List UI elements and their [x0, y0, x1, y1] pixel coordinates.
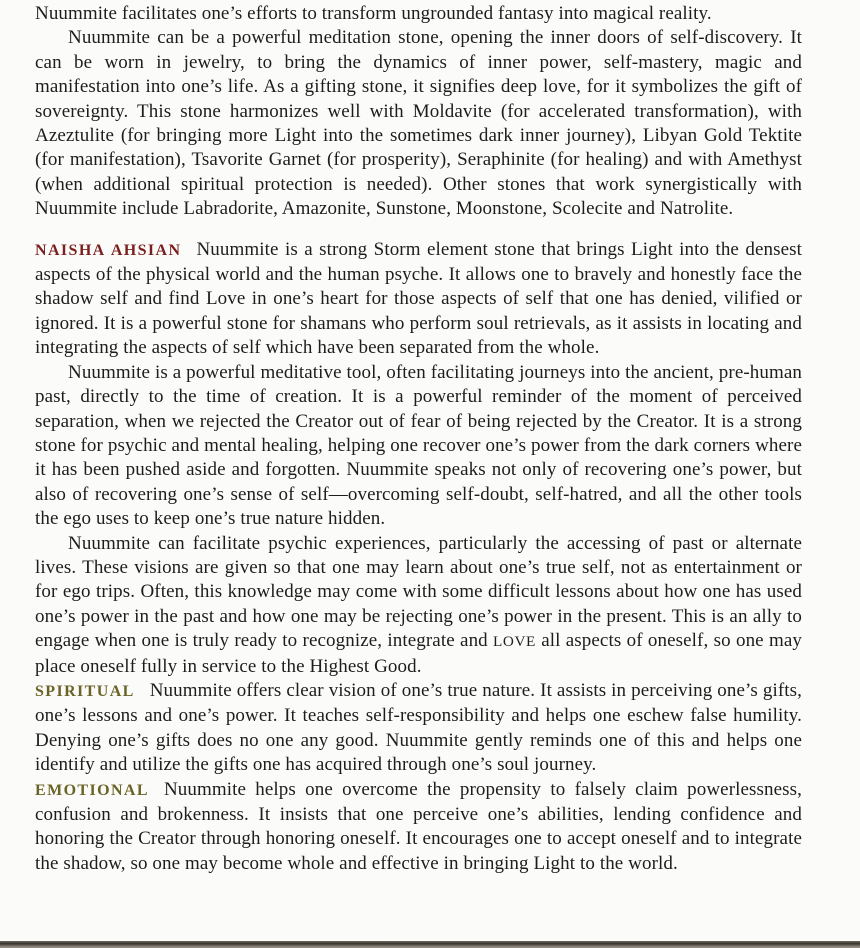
- paragraph-psychic-experiences: [35, 532, 802, 679]
- psychic-text-after-love: all aspects of oneself, so one may place oneself fully in service to the Highest Good.: [35, 630, 802, 677]
- spiritual-heading: SPIRITUAL: [35, 682, 135, 700]
- naisha-ahsian-heading: NAISHA AHSIAN: [35, 241, 182, 259]
- emotional-heading: EMOTIONAL: [35, 781, 149, 799]
- paragraph-intro: Nuummite facilitates one’s efforts to transform ungrounded fantasy into magical reality.: [35, 3, 712, 24]
- section-emotional: [35, 778, 802, 877]
- naisha-storm-text: Nuummite is a strong Storm element stone that brings Light into the densest aspects of the physical world and the human psyche. It allows one to bravely and honestly face the shadow self and find Love in one’s heart for those aspects of self that one has denied, vilified or ignored. It is a powerful stone for shamans who perform soul retrievals, as it assists in locating and integrating the aspects of self which have been separated from the whole.: [35, 238, 802, 359]
- section-spiritual: [35, 679, 802, 778]
- paragraph-meditation-stone: Nuummite can be a powerful meditation stone, opening the inner doors of self-discovery. It can be worn in jewelry, to bring the dynamics of inner power, self-mastery, magic and manifestation into one’s life. As a gifting stone, it signifies deep love, for it symbolizes the gift of sovereignty. This stone harmonizes well with Moldavite (for accelerated transformation), with Azeztulite (for bringing more Light into the sometimes dark inner journey), Libyan Gold Tektite (for manifestation), Tsavorite Garnet (for prosperity), Seraphinite (for healing) and with Amethyst (when additional spiritual protection is needed). Other stones that work synergistically with Nuummite include Labradorite, Amazonite, Sunstone, Moonstone, Scolecite and Natrolite.: [35, 27, 802, 220]
- photo-top-edge: [0, 941, 860, 948]
- paragraph-meditative-tool: Nuummite is a powerful meditative tool, often facilitating journeys into the ancient, pre-human past, directly to the time of creation. It is a powerful reminder of the moment of perceived separation, when we rejected the Creator out of fear of being rejected by the Creator. It is a strong stone for psychic and mental healing, helping one recover one’s power from the dark corners where it has been pushed aside and forgotten. Nuummite speaks not only of recovering one’s power, but also of recovering one’s sense of self—overcoming self-doubt, self-hatred, and all the other tools the ego uses to keep one’s true nature hidden.: [35, 361, 802, 530]
- love-smallcaps-word: LOVE: [493, 633, 536, 651]
- spiritual-text: Nuummite offers clear vision of one’s true nature. It assists in perceiving one’s gifts, one’s lessons and one’s power. It teaches self-responsibility and helps one eschew false humility. Denying one’s gifts does no one any good. Nuummite gently reminds one of this and helps one identify and utilize the gifts one has acquired through one’s soul journey.: [35, 679, 802, 776]
- section-naisha-ahsian: [35, 238, 802, 361]
- emotional-text: Nuummite helps one overcome the propensity to falsely claim powerlessness, confusion and brokenness. It insists that one perceive one’s abilities, lending confidence and honoring the Creator through honoring oneself. It encourages one to accept oneself and to integrate the shadow, so one may become whole and effective in bringing Light to the world.: [35, 778, 802, 874]
- psychic-text-before-love: Nuummite can facilitate psychic experiences, particularly the accessing of past or alternate lives. These visions are given so that one may learn about one’s true self, not as entertainment or for ego trips. Often, this knowledge may come with some difficult lessons about how one has used one’s power in the past and how one may be rejecting one’s power in the present. This is an ally to engage when one is truly ready to recognize, integrate and: [35, 532, 802, 652]
